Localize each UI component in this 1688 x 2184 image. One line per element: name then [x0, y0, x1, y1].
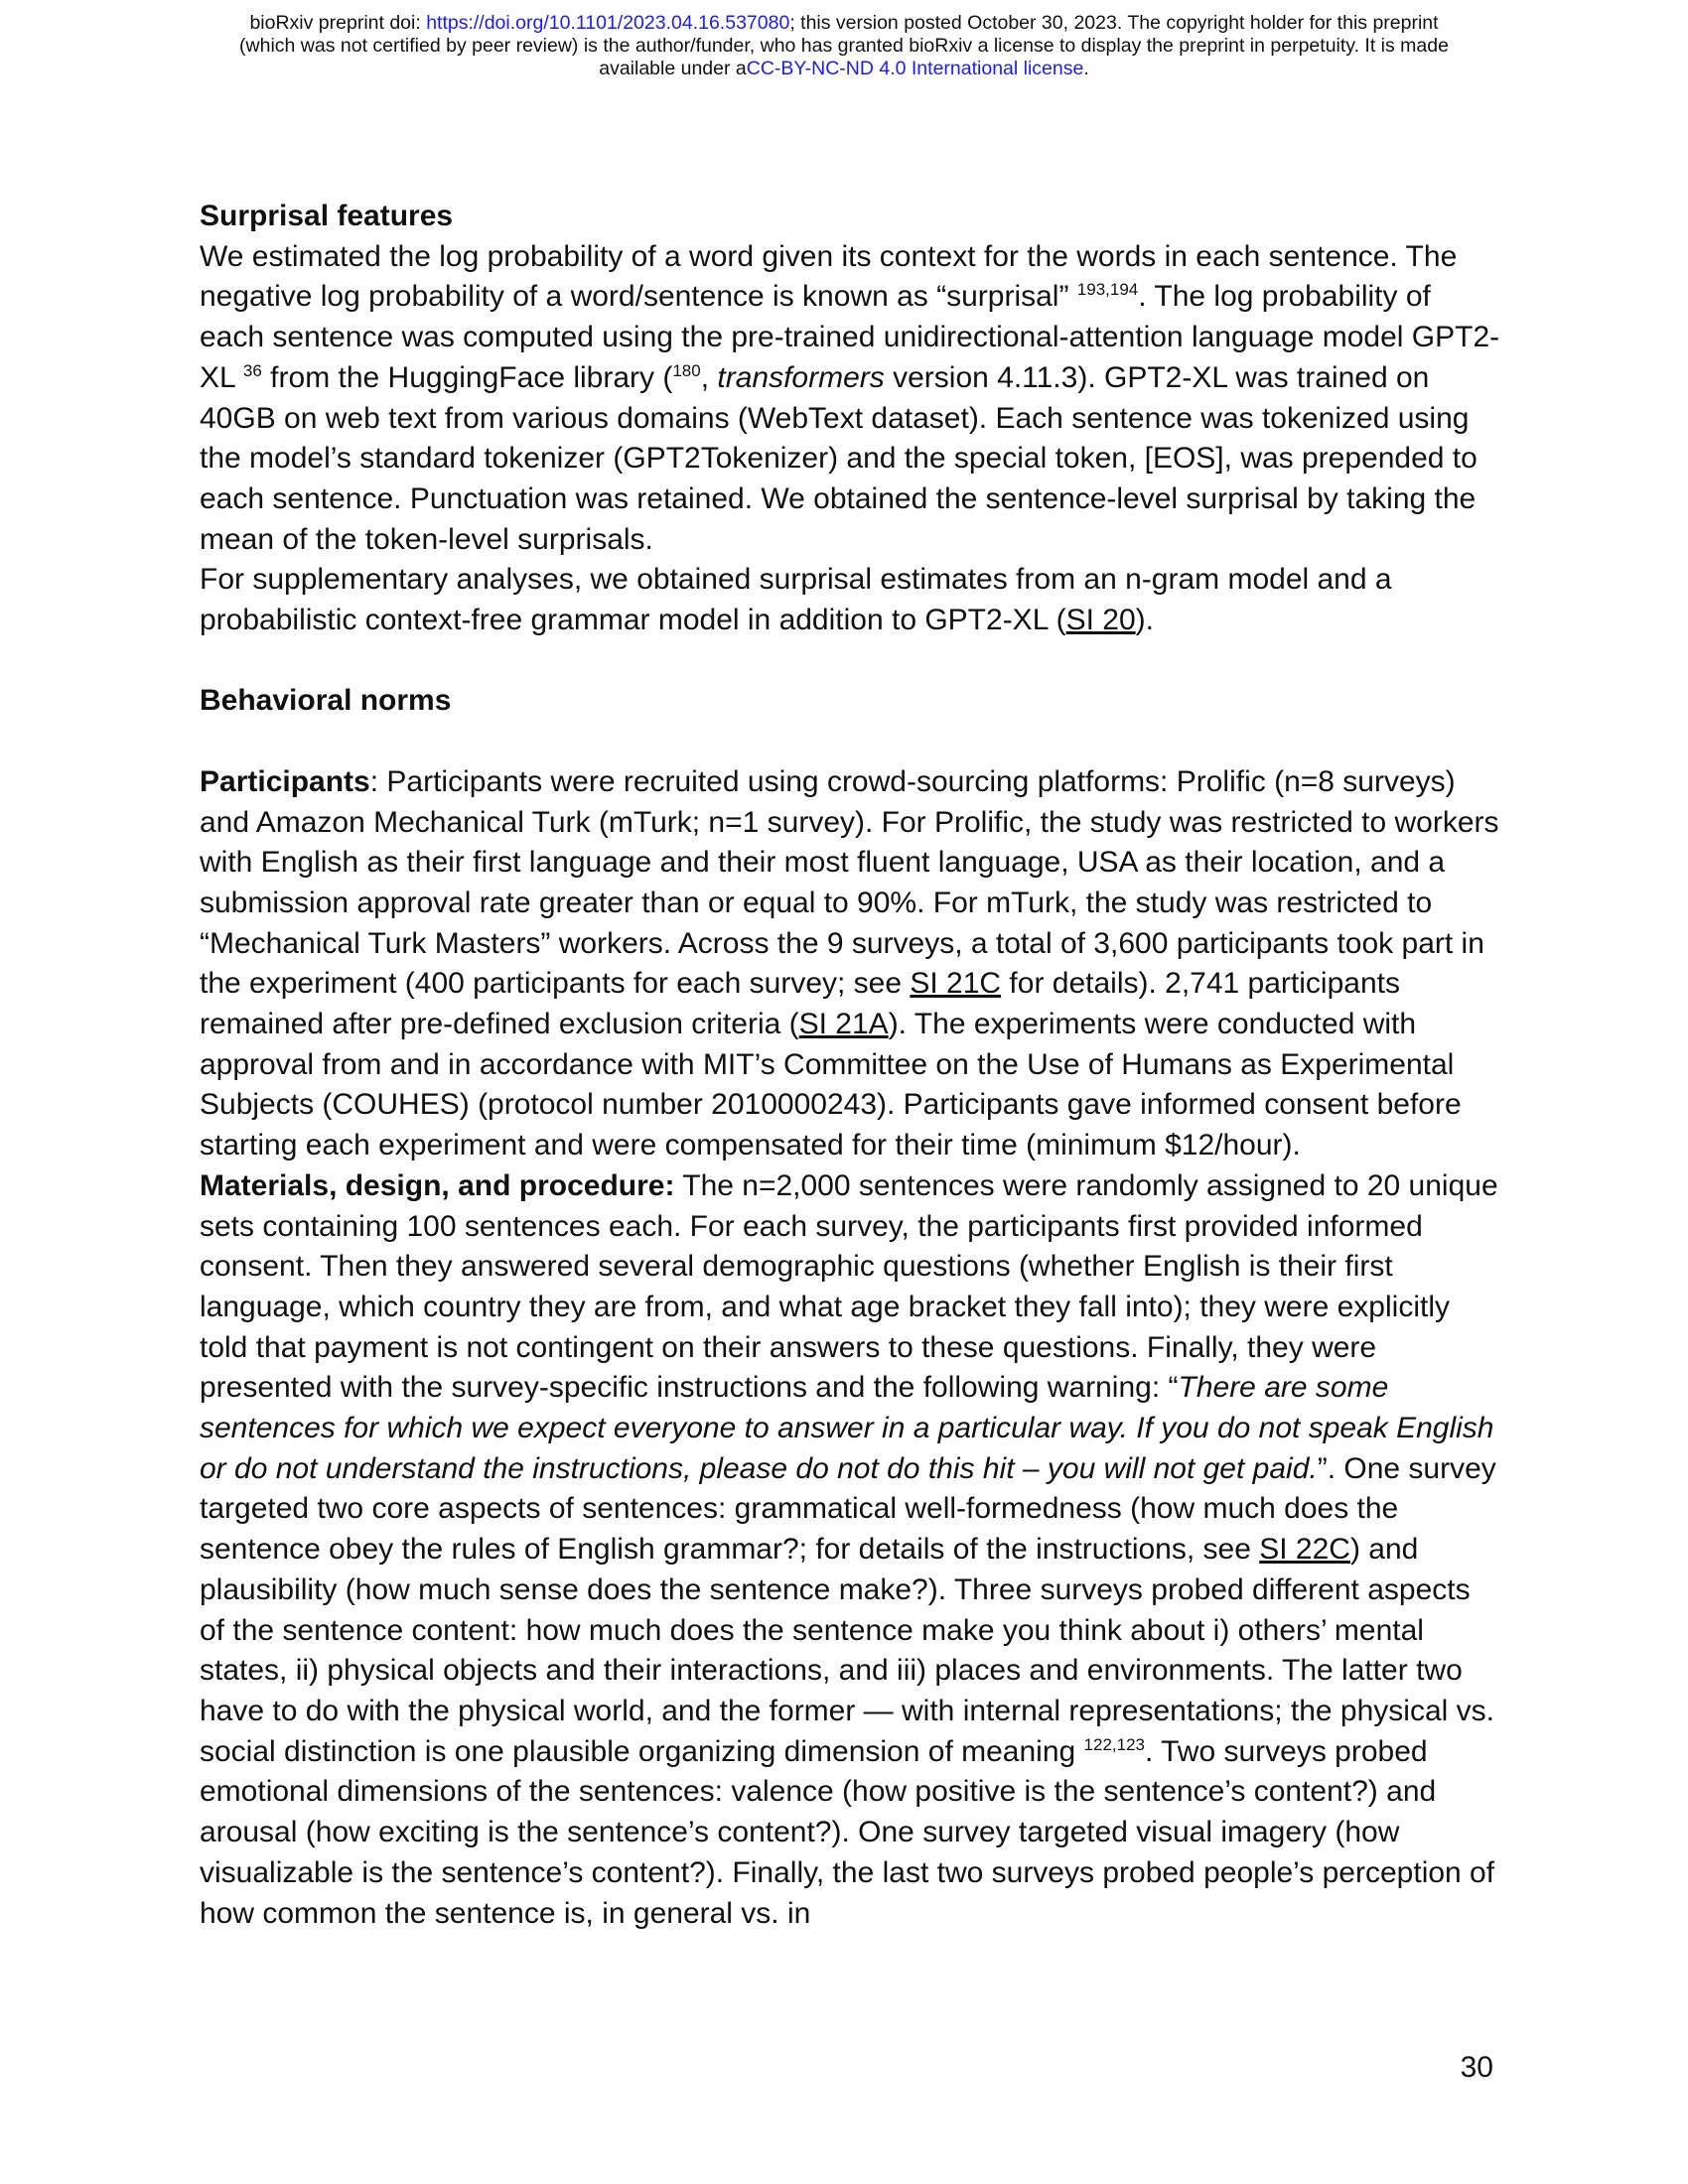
- section-heading-surprisal: Surprisal features: [200, 200, 454, 232]
- paragraph-surprisal-method: [200, 237, 1500, 561]
- si-link[interactable]: SI 22C: [1259, 1533, 1350, 1567]
- text-run: ,: [700, 360, 718, 394]
- citation-superscript: 193,194: [1076, 280, 1139, 300]
- header-line-1-suffix: ; this version posted October 30, 2023. The copyright holder for this preprint: [789, 12, 1439, 34]
- citation-superscript: 36: [242, 360, 262, 380]
- text-run: We estimated the log probability of a word given its context for the words in each sentence. The negative log probability of a word/sentence is known as “surprisal”: [200, 239, 1458, 314]
- paragraph-participants: [200, 762, 1500, 1166]
- header-line-3: [0, 58, 1688, 80]
- paragraph-gap: [200, 641, 1500, 682]
- si-link[interactable]: SI 20: [1065, 604, 1136, 637]
- text-run: ).: [1135, 604, 1154, 637]
- header-line-2: (which was not certified by peer review) is the author/funder, who has granted bioRxiv a license to display the preprint in perpetuity. It is made: [239, 35, 1449, 57]
- text-run: version 4.11.3). GPT2-XL was trained on 40GB on web text from various domains (WebText dataset). Each sentence was tokenized using the model’s standard tokenizer (GPT2Tokenizer) and the special token, [EOS], was prepended to each sentence. Punctuation was retained. We obtained the sentence-level surprisal by taking the mean of the token-level surprisals.: [200, 360, 1477, 556]
- text-run: ). The experiments were conducted with approval from and in accordance with MIT’s Committee on the Use of Humans as Experimental Subjects (COUHES) (protocol number 2010000243). Participants gave informed consent before starting each experiment and were compensated for their time (minimum $12/hour).: [200, 1008, 1462, 1162]
- run-in-heading: Materials, design, and procedure:: [200, 1168, 675, 1202]
- paragraph-surprisal-supplementary: [200, 560, 1500, 640]
- page-body: [200, 197, 1500, 1934]
- header-line-1: [0, 12, 1688, 35]
- section-heading-behavioral: Behavioral norms: [200, 684, 452, 718]
- text-run: : Participants were recruited using crowd-sourcing platforms: Prolific (n=8 surveys) and Amazon Mechanical Turk (mTurk; n=1 survey). For Prolific, the study was restricted to workers with English as their first language and their most fluent language, USA as their location, and a submission approval rate greater than or equal to 90%. For mTurk, the study was restricted to “Mechanical Turk Masters” workers. Across the 9 surveys, a total of 3,600 participants took part in the experiment (400 participants for each survey; see: [200, 764, 1499, 1001]
- header-license-prefix: available under a: [599, 58, 747, 79]
- italic-warning-quote: There are some sentences for which we expect everyone to answer in a particular way. If you do not speak English or do not understand the instructions, please do not do this hit – you will not get paid.: [200, 1371, 1494, 1485]
- citation-superscript: 180: [672, 360, 701, 380]
- text-run: The n=2,000 sentences were randomly assigned to 20 unique sets containing 100 sentences each. For each survey, the participants first provided informed consent. Then they answered several demographic questions (whether English is their first language, which country they are from, and what age bracket they fall into); they were explicitly told that payment is not contingent on their answers to these questions. Finally, they were presented with the survey-specific instructions and the following warning: “: [200, 1168, 1498, 1405]
- text-run: from the HuggingFace library (: [261, 360, 673, 394]
- text-run: . The log probability of each sentence was computed using the pre-trained unidirectional-attention language model GPT2-XL: [200, 280, 1500, 394]
- text-run: ) and plausibility (how much sense does the sentence make?). Three surveys probed different aspects of the sentence content: how much does the sentence make you think about i) others’ mental states, ii) physical objects and their interactions, and iii) places and environments. The latter two have to do with the physical world, and the former — with internal representations; the physical vs. social distinction is one plausible organizing dimension of meaning: [200, 1533, 1494, 1768]
- si-link[interactable]: SI 21A: [798, 1008, 889, 1041]
- si-link[interactable]: SI 21C: [910, 967, 1002, 1001]
- paragraph-materials: [200, 1166, 1500, 1934]
- citation-superscript: 122,123: [1083, 1734, 1145, 1754]
- paragraph-gap: [200, 722, 1500, 762]
- header-line-3-suffix: .: [1083, 58, 1089, 79]
- text-run: ”. One survey targeted two core aspects of sentences: grammatical well-formedness (how much does the sentence obey the rules of English grammar?; for details of the instructions, see: [200, 1451, 1496, 1567]
- run-in-heading: Participants: [200, 764, 370, 798]
- text-run: . Two surveys probed emotional dimensions of the sentences: valence (how positive is the sentence’s content?) and arousal (how exciting is the sentence’s content?). One survey targeted visual imagery (how visualizable is the sentence’s content?). Finally, the last two surveys probed people’s perception of how common the sentence is, in general vs. in: [200, 1734, 1495, 1930]
- text-run: for details). 2,741 participants remained after pre-defined exclusion criteria (: [200, 967, 1400, 1041]
- text-run: For supplementary analyses, we obtained surprisal estimates from an n-gram model and a probabilistic context-free grammar model in addition to GPT2-XL (: [200, 563, 1392, 637]
- italic-term: transformers: [717, 360, 885, 394]
- license-link[interactable]: CC-BY-NC-ND 4.0 International license: [746, 58, 1084, 79]
- doi-link[interactable]: https://doi.org/10.1101/2023.04.16.537080: [426, 12, 790, 34]
- header-doi-prefix: bioRxiv preprint doi:: [249, 12, 427, 34]
- preprint-header: [0, 12, 1688, 80]
- page-number: 30: [1460, 2051, 1493, 2084]
